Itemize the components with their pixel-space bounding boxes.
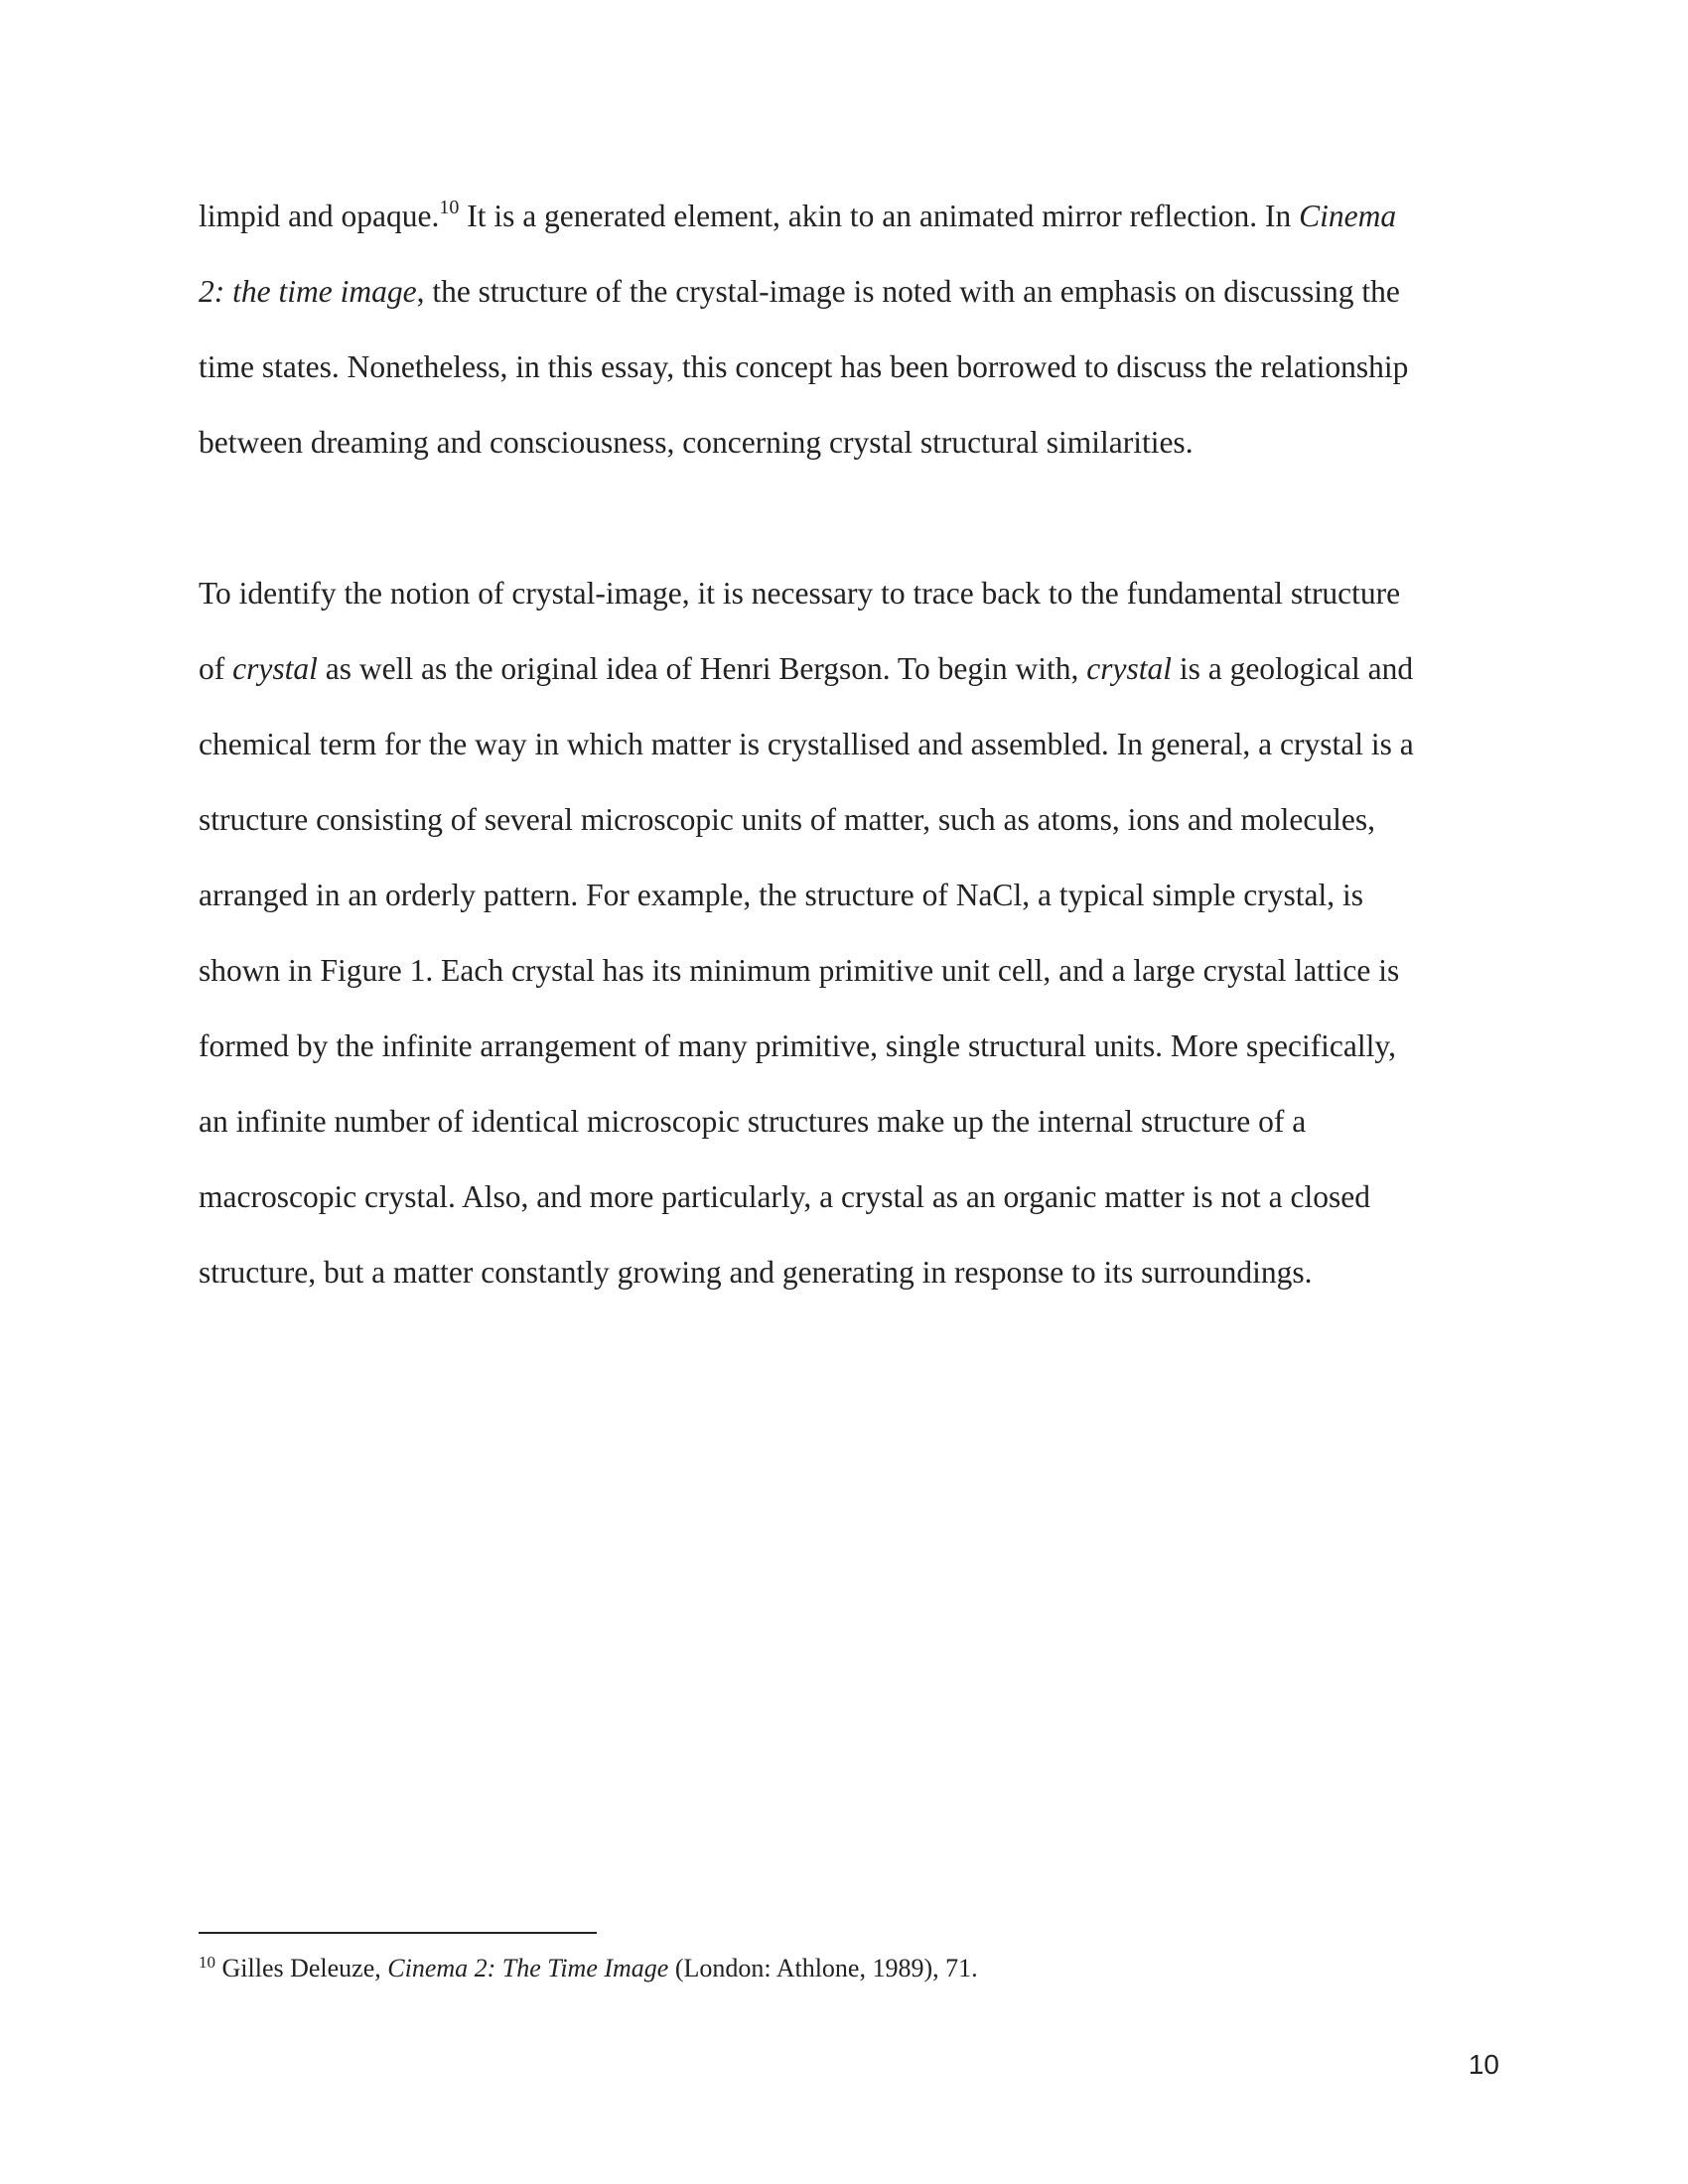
paragraph-2-line-3: chemical term for the way in which matter is crystallised and assembled. In general, a crystal is a [199, 727, 1414, 761]
paragraph-2-line-1: To identify the notion of crystal-image, it is necessary to trace back to the fundamental structure [199, 576, 1401, 611]
text-run: limpid and opaque. [199, 199, 440, 233]
text-run: , the structure of the crystal-image is noted with an emphasis on discussing the [416, 274, 1400, 309]
footnote-number: 10 [199, 1953, 215, 1972]
footnote-text: (London: Athlone, 1989), 71. [668, 1954, 978, 1982]
paragraph-2-line-9: macroscopic crystal. Also, and more particularly, a crystal as an organic matter is not a closed [199, 1179, 1370, 1214]
paragraph-2-line-7: formed by the infinite arrangement of many primitive, single structural units. More specifically, [199, 1028, 1396, 1063]
italic-title: Cinema [1299, 199, 1397, 233]
text-run: is a geological and [1171, 651, 1414, 686]
italic-term: crystal [232, 651, 318, 686]
footnote [199, 1953, 978, 1984]
footnote-reference: 10 [439, 197, 460, 218]
paragraph-2-line-10: structure, but a matter constantly growing and generating in response to its surroundings. [199, 1255, 1313, 1290]
italic-title: 2: the time image [199, 274, 417, 309]
paragraph-2-line-6: shown in Figure 1. Each crystal has its minimum primitive unit cell, and a large crystal lattice is [199, 953, 1400, 988]
paragraph-1-line-1 [199, 197, 1396, 236]
text-run: of [199, 651, 233, 686]
footnote-separator [199, 1932, 597, 1934]
paragraph-2-line-4: structure consisting of several microscopic units of matter, such as atoms, ions and molecules, [199, 802, 1375, 837]
paragraph-2-line-8: an infinite number of identical microscopic structures make up the internal structure of a [199, 1104, 1307, 1139]
paragraph-1-line-2 [199, 272, 1400, 312]
paragraph-2-line-2 [199, 649, 1413, 689]
page-number: 10 [1468, 2049, 1499, 2080]
paragraph-1-line-3: time states. Nonetheless, in this essay, this concept has been borrowed to discuss the relationship [199, 349, 1409, 384]
footnote-text: Gilles Deleuze, [215, 1954, 388, 1982]
footnote-title: Cinema 2: The Time Image [387, 1954, 669, 1982]
paragraph-2-line-5: arranged in an orderly pattern. For example, the structure of NaCl, a typical simple crystal, is [199, 878, 1363, 912]
paragraph-1-line-4: between dreaming and consciousness, concerning crystal structural similarities. [199, 425, 1194, 460]
text-run: It is a generated element, akin to an animated mirror reflection. In [459, 199, 1300, 233]
text-run: as well as the original idea of Henri Bergson. To begin with, [317, 651, 1087, 686]
italic-term: crystal [1086, 651, 1172, 686]
